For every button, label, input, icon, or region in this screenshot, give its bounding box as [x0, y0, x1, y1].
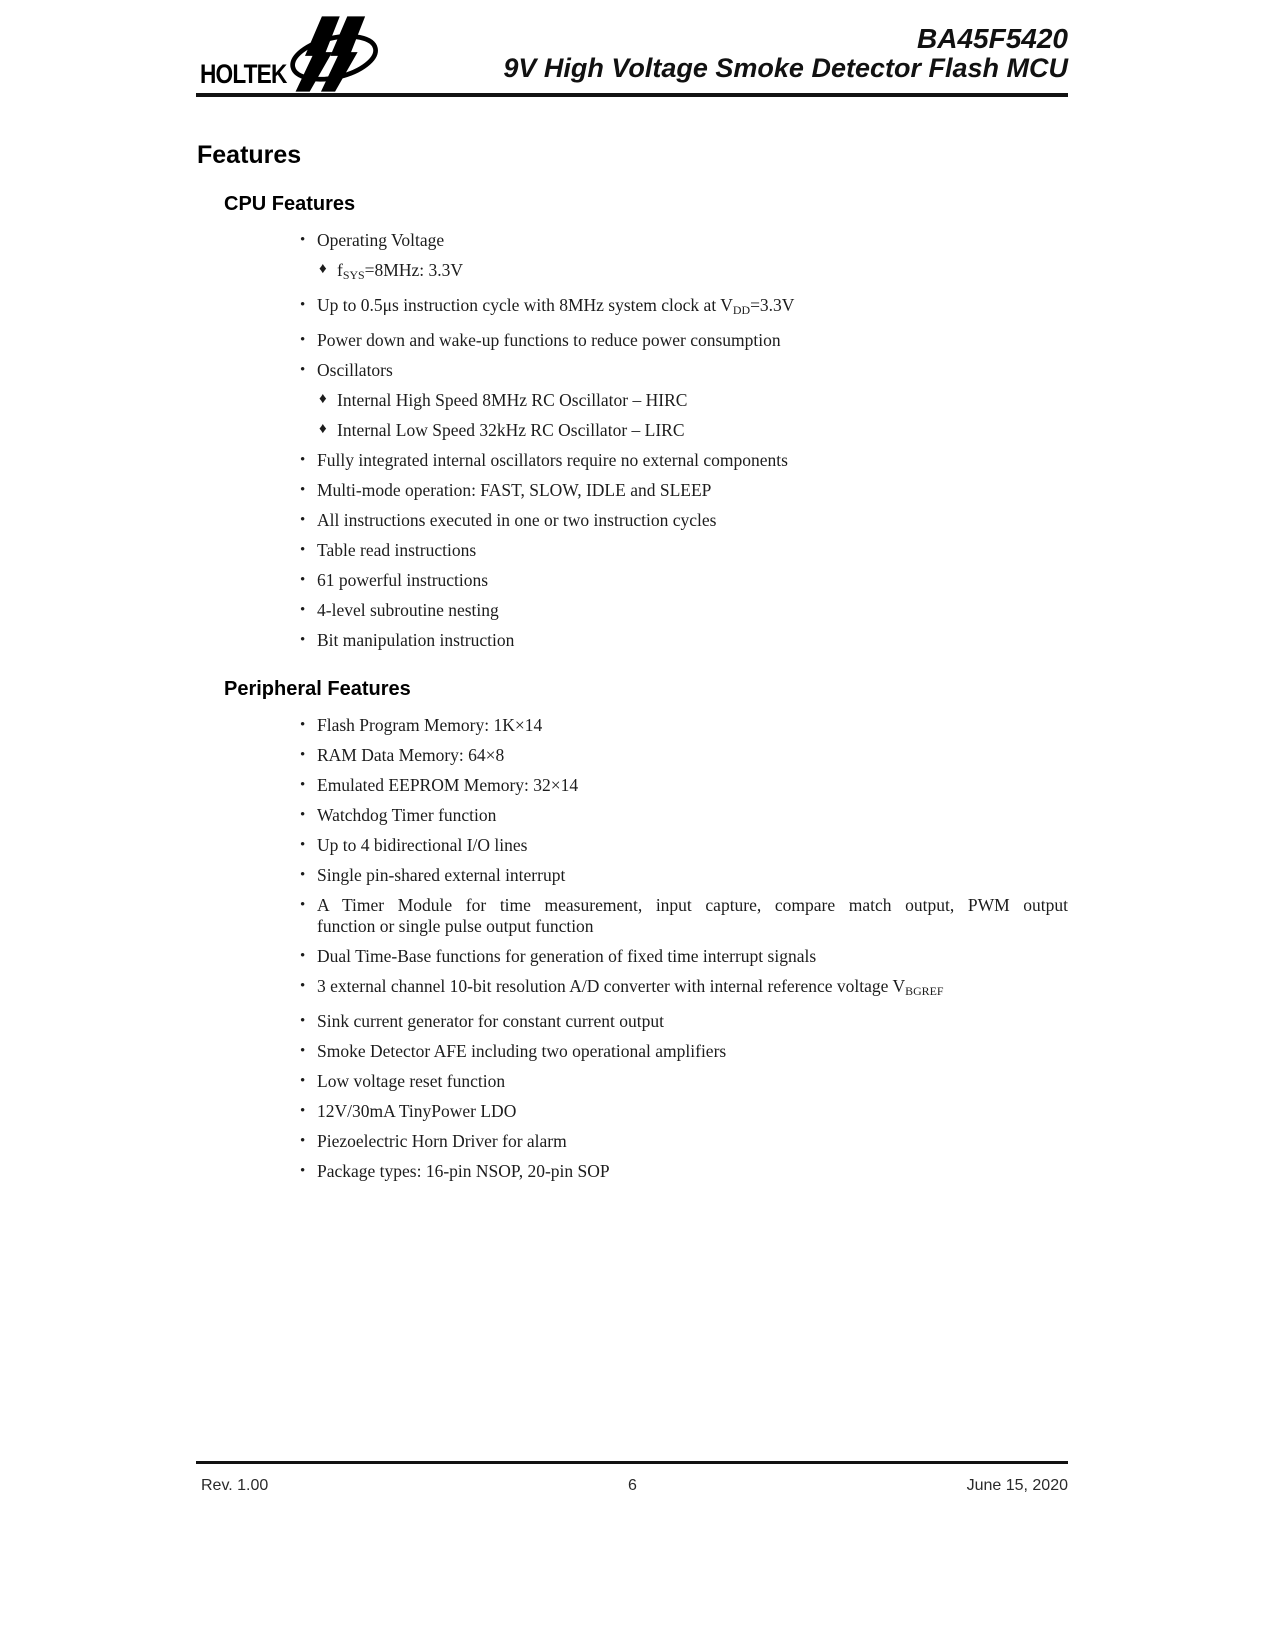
bullet-icon: •	[300, 541, 306, 558]
feature-item	[197, 1011, 1068, 1032]
feature-text: 61 powerful instructions	[317, 569, 489, 590]
bullet-icon: •	[300, 746, 306, 763]
feature-item	[197, 360, 1068, 381]
holtek-logo-text: HOLTEK	[200, 59, 287, 89]
bullet-icon: •	[300, 451, 306, 468]
bullet-icon: •	[300, 631, 306, 648]
feature-text: Sink current generator for constant current output	[317, 1010, 664, 1031]
feature-text: Power down and wake-up functions to reduce power consumption	[317, 329, 781, 350]
feature-list	[197, 715, 1068, 1182]
feature-text: Watchdog Timer function	[317, 804, 497, 825]
diamond-icon: ♦	[319, 420, 327, 437]
feature-text: Smoke Detector AFE including two operational amplifiers	[317, 1040, 727, 1061]
bullet-icon: •	[300, 896, 306, 913]
feature-item	[197, 895, 1068, 937]
feature-text: Flash Program Memory: 1K×14	[317, 714, 543, 735]
feature-text	[317, 895, 1068, 937]
feature-item	[197, 865, 1068, 886]
feature-text: Multi-mode operation: FAST, SLOW, IDLE and SLEEP	[317, 479, 712, 500]
feature-item	[197, 600, 1068, 621]
feature-item	[197, 295, 1068, 321]
feature-text: Internal High Speed 8MHz RC Oscillator – HIRC	[337, 389, 688, 410]
feature-list	[197, 230, 1068, 651]
bullet-icon: •	[300, 296, 306, 313]
feature-text: Package types: 16-pin NSOP, 20-pin SOP	[317, 1160, 610, 1181]
bullet-icon: •	[300, 571, 306, 588]
footer-revision: Rev. 1.00	[201, 1477, 269, 1494]
feature-text: 3 external channel 10-bit resolution A/D converter with internal reference voltage $V_{BGREF}$	[317, 975, 944, 998]
feature-text: Fully integrated internal oscillators require no external components	[317, 449, 788, 470]
feature-item	[197, 835, 1068, 856]
bullet-icon: •	[300, 806, 306, 823]
bullet-icon: •	[300, 232, 306, 248]
footer-page-number: 6	[628, 1477, 637, 1494]
feature-text: Operating Voltage	[317, 230, 445, 250]
feature-text: Single pin-shared external interrupt	[317, 864, 566, 885]
bullet-icon: •	[300, 977, 306, 994]
feature-item	[197, 450, 1068, 471]
subscript-text: SYS	[342, 267, 365, 282]
feature-item	[197, 715, 1068, 736]
feature-text: 12V/30mA TinyPower LDO	[317, 1100, 517, 1121]
feature-item	[197, 390, 1068, 411]
bullet-icon: •	[300, 361, 306, 378]
feature-item	[197, 1071, 1068, 1092]
feature-item	[197, 1041, 1068, 1062]
feature-item	[197, 1131, 1068, 1152]
bullet-icon: •	[300, 776, 306, 793]
section-heading: CPU Features	[224, 193, 356, 215]
feature-item	[197, 976, 1068, 1002]
bullet-icon: •	[300, 331, 306, 348]
feature-text: Piezoelectric Horn Driver for alarm	[317, 1130, 567, 1151]
feature-item	[197, 1101, 1068, 1122]
section-heading: Peripheral Features	[224, 677, 411, 700]
feature-item	[197, 570, 1068, 591]
feature-text: Dual Time-Base functions for generation of fixed time interrupt signals	[317, 945, 817, 966]
feature-text-line: function or single pulse output function	[317, 915, 594, 936]
diamond-icon: ♦	[319, 261, 327, 277]
feature-item	[197, 745, 1068, 766]
feature-text: 4-level subroutine nesting	[317, 599, 499, 620]
bullet-icon: •	[300, 511, 306, 528]
feature-item	[197, 230, 1068, 251]
feature-item	[197, 510, 1068, 531]
feature-text-line: A Timer Module for time measurement, input capture, compare match output, PWM output	[317, 894, 1068, 915]
header-rule	[196, 93, 1068, 97]
feature-item	[197, 330, 1068, 351]
feature-item	[197, 480, 1068, 501]
holtek-logo	[200, 14, 383, 94]
feature-item	[197, 775, 1068, 796]
bullet-icon: •	[300, 1132, 306, 1149]
feature-text: Emulated EEPROM Memory: 32×14	[317, 774, 579, 795]
bullet-icon: •	[300, 947, 306, 964]
bullet-icon: •	[300, 1072, 306, 1089]
feature-text: $f_{SYS}=8MHz$: 3.3V	[337, 260, 463, 282]
feature-item	[197, 420, 1068, 441]
feature-text: Up to 4 bidirectional I/O lines	[317, 834, 528, 855]
feature-text: Low voltage reset function	[317, 1070, 506, 1091]
footer-date: June 15, 2020	[966, 1477, 1068, 1494]
feature-item	[197, 805, 1068, 826]
sections	[197, 192, 1068, 1182]
doc-header-titles	[503, 24, 1068, 83]
bullet-icon: •	[300, 866, 306, 883]
feature-text: Table read instructions	[317, 539, 477, 560]
holtek-logo-icon	[289, 14, 383, 94]
bullet-icon: •	[300, 481, 306, 498]
feature-text: Oscillators	[317, 359, 393, 380]
feature-item	[197, 260, 1068, 286]
page-title: Features	[197, 141, 302, 169]
feature-item	[197, 540, 1068, 561]
doc-subtitle: 9V High Voltage Smoke Detector Flash MCU	[503, 53, 1068, 83]
feature-item	[197, 630, 1068, 651]
bullet-icon: •	[300, 1162, 306, 1179]
part-number: BA45F5420	[917, 23, 1068, 54]
footer-rule	[196, 1461, 1068, 1464]
diamond-icon: ♦	[319, 390, 327, 407]
feature-item	[197, 1161, 1068, 1182]
subscript-text: DD	[732, 302, 751, 317]
bullet-icon: •	[300, 716, 306, 733]
feature-text: All instructions executed in one or two instruction cycles	[317, 509, 717, 530]
bullet-icon: •	[300, 836, 306, 853]
bullet-icon: •	[300, 601, 306, 618]
bullet-icon: •	[300, 1012, 306, 1029]
bullet-icon: •	[300, 1102, 306, 1119]
feature-text: Up to 0.5μs instruction cycle with 8MHz system clock at $V_{DD}=3.3V$	[317, 294, 795, 317]
feature-item	[197, 946, 1068, 967]
feature-text: Internal Low Speed 32kHz RC Oscillator – LIRC	[337, 419, 685, 440]
subscript-text: BGREF	[905, 983, 944, 998]
feature-text: Bit manipulation instruction	[317, 629, 515, 650]
bullet-icon: •	[300, 1042, 306, 1059]
feature-text: RAM Data Memory: 64×8	[317, 744, 505, 765]
